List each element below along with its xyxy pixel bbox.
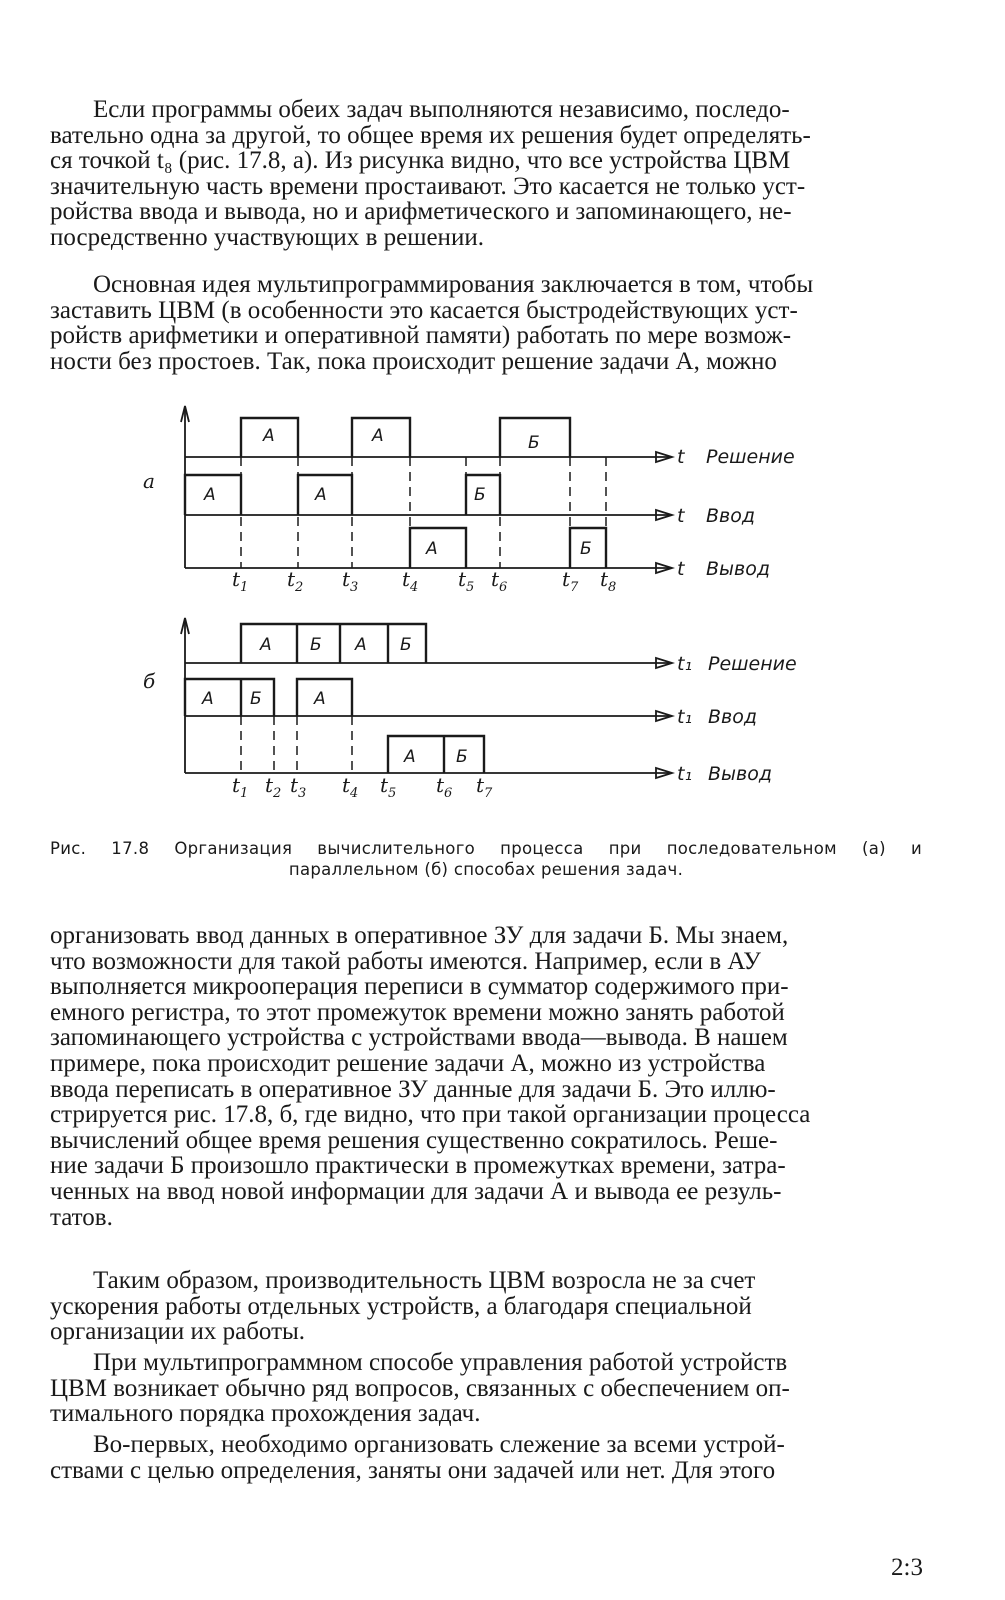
- diagram-a-time-markers: [241, 457, 606, 568]
- paragraph-5: [50, 1350, 922, 1427]
- time-label: $t_8$: [600, 567, 617, 595]
- text-line: тимального порядка прохождения задач.: [50, 1400, 481, 1428]
- text-line: выполняется микрооперация переписи в сумматор содержимого при-: [50, 973, 789, 1001]
- text-line: вычислений общее время решения существенно сократилось. Реше-: [50, 1126, 778, 1154]
- text-line: ченных на ввод новой информации для задачи А и вывода ее резуль-: [50, 1177, 782, 1205]
- text-line: запоминающего устройства с устройствами ввода—вывода. В нашем: [50, 1024, 788, 1052]
- time-label: $t_4$: [342, 773, 359, 801]
- time-label: $t_2$: [265, 773, 282, 801]
- text-line: ройства ввода и вывода, но и арифметического и запоминающего, не-: [50, 198, 792, 226]
- diagram-b-input-t: t₁: [677, 706, 693, 728]
- diagram-a-output-t: t: [677, 558, 685, 580]
- text-line: посредственно участвующих в решении.: [50, 223, 484, 251]
- block-label: А: [204, 485, 216, 505]
- text-line: ности без простоев. Так, пока происходит решение задачи А, можно: [50, 347, 777, 375]
- block-label: А: [263, 426, 275, 446]
- text-line: организации их работы.: [50, 1318, 306, 1346]
- block-label: А: [355, 635, 367, 655]
- block-label: А: [260, 635, 272, 655]
- text-line: вательно одна за другой, то общее время их решения будет определять-: [50, 121, 811, 149]
- pulse-block: [388, 736, 484, 773]
- time-label: $t_5$: [380, 773, 397, 801]
- text-line: ввода переписать в оперативное ЗУ данные для задачи Б. Это иллю-: [50, 1075, 776, 1103]
- block-label: Б: [528, 433, 540, 453]
- time-label: $t_7$: [562, 567, 579, 595]
- time-label: $t_3$: [342, 567, 359, 595]
- diagram-a-input-t: t: [677, 505, 685, 527]
- time-label: $t_6$: [436, 773, 453, 801]
- time-label: $t_2$: [287, 567, 304, 595]
- block-label: А: [426, 539, 438, 559]
- paragraph-4: [50, 1268, 922, 1345]
- diagram-b-output-t: t₁: [677, 763, 693, 785]
- diagram-b-part-label: б: [143, 669, 156, 693]
- diagram-a-output-label: Вывод: [706, 558, 770, 580]
- paragraph-2: [50, 272, 922, 374]
- text-line: ЦВМ возникает обычно ряд вопросов, связанных с обеспечением оп-: [50, 1374, 790, 1402]
- text-line: ние задачи Б произошло практически в промежутках времени, затра-: [50, 1152, 786, 1180]
- block-label: Б: [474, 485, 486, 505]
- diagram-b-solve-label: Решение: [708, 653, 797, 675]
- block-label: А: [202, 689, 214, 709]
- time-label: $t_1$: [232, 567, 249, 595]
- time-label: $t_3$: [290, 773, 307, 801]
- block-label: Б: [400, 635, 412, 655]
- text-line: ройств арифметики и оперативной памяти) работать по мере возмож-: [50, 322, 792, 350]
- text-line: Таким образом, производительность ЦВМ возросла не за счет: [93, 1267, 756, 1294]
- diagram-b-time-labels: [232, 773, 493, 801]
- text-line: заставить ЦВМ (в особенности это касается быстродействующих уст-: [50, 296, 798, 324]
- paragraph-6: [50, 1432, 922, 1483]
- block-label: А: [404, 747, 416, 767]
- block-label: А: [372, 426, 384, 446]
- diagram-b-solve-t: t₁: [677, 653, 693, 675]
- text-line: значительную часть времени простаивают. Это касается не только уст-: [50, 172, 806, 200]
- text-line: татов.: [50, 1203, 113, 1231]
- time-label: $t_5$: [458, 567, 475, 595]
- text-line: ствами с целью определения, заняты они задачей или нет. Для этого: [50, 1456, 776, 1484]
- caption-line-2: параллельном (б) способах решения задач.: [288, 860, 684, 879]
- page-number: 2:3: [891, 1554, 923, 1581]
- text-line: что возможности для такой работы имеются. Например, если в АУ: [50, 947, 761, 975]
- diagram-b: [143, 618, 797, 801]
- text-line: ся точкой t₈ (рис. 17.8, а). Из рисунка видно, что все устройства ЦВМ: [50, 147, 791, 175]
- text-line: примере, пока происходит решение задачи А, можно из устройства: [50, 1049, 766, 1077]
- paragraph-1: [50, 97, 922, 251]
- diagram-b-output-label: Вывод: [708, 763, 772, 785]
- block-label: Б: [580, 539, 592, 559]
- figure-17-8: [0, 390, 1005, 820]
- text-line: Во-первых, необходимо организовать слежение за всеми устрой-: [93, 1431, 785, 1458]
- block-label: А: [315, 485, 327, 505]
- text-line: емного регистра, то этот промежуток времени можно занять работой: [50, 998, 785, 1026]
- diagram-a-solve-t: t: [677, 446, 685, 468]
- text-line: Основная идея мультипрограммирования заключается в том, чтобы: [93, 271, 814, 298]
- block-label: Б: [250, 689, 262, 709]
- time-label: $t_1$: [232, 773, 249, 801]
- time-label: $t_6$: [491, 567, 508, 595]
- block-label: Б: [456, 747, 468, 767]
- time-label: $t_7$: [476, 773, 493, 801]
- diagram-a-part-label: а: [143, 469, 155, 493]
- text-line: стрируется рис. 17.8, б, где видно, что при такой организации процесса: [50, 1101, 811, 1129]
- diagram-b-input-label: Ввод: [708, 706, 757, 728]
- diagram-a-solve-label: Решение: [706, 446, 795, 468]
- text-line: При мультипрограммном способе управления работой устройств: [93, 1349, 788, 1376]
- caption-line-1: Рис. 17.8 Организация вычислительного процесса при последовательном (а) и: [50, 839, 922, 858]
- text-line: ускорения работы отдельных устройств, а благодаря специальной: [50, 1292, 752, 1320]
- diagram-b-time-markers: [241, 716, 352, 773]
- block-label: Б: [310, 635, 322, 655]
- figure-caption: [50, 838, 922, 880]
- text-line: организовать ввод данных в оперативное ЗУ для задачи Б. Мы знаем,: [50, 922, 789, 949]
- pulse-block: [410, 528, 466, 568]
- paragraph-3: [50, 923, 922, 1230]
- diagram-a: [143, 406, 795, 595]
- text-line: Если программы обеих задач выполняются независимо, последо-: [93, 96, 790, 123]
- time-label: $t_4$: [402, 567, 419, 595]
- block-label: А: [314, 689, 326, 709]
- diagram-a-input-label: Ввод: [706, 505, 755, 527]
- diagram-a-time-labels: [232, 567, 616, 595]
